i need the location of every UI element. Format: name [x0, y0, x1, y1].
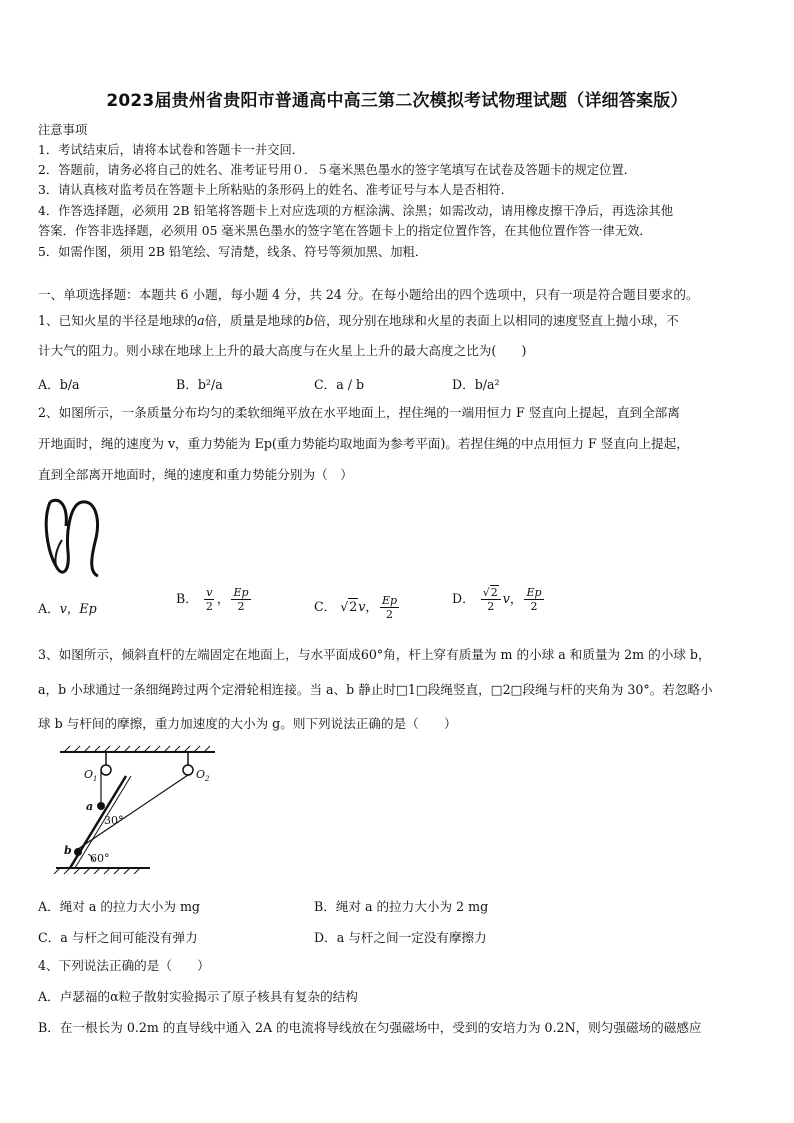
- q2-line-2: 开地面时，绳的速度为 v，重力势能为 Ep(重力势能均取地面为参考平面)。若捏住绳的中点用恒力 F 竖直向上提起，: [38, 436, 689, 451]
- q2-line-3: 直到全部离开地面时，绳的速度和重力势能分别为（ ）: [38, 467, 353, 482]
- q4-option-b[interactable]: B．在一根长为 0.2m 的直导线中通入 2A 的电流将导线放在匀强磁场中，受到的安培力为 0.2N，则匀强磁场的磁感应: [38, 1020, 702, 1035]
- section-1-heading: 一、单项选择题：本题共 6 小题，每小题 4 分，共 24 分。在每小题给出的四个选项中，只有一项是符合题目要求的。: [38, 287, 699, 302]
- notice-item-4: 4．作答选择题，必须用 2B 铅笔将答题卡上对应选项的方框涂满、涂黑；如需改动，请用橡皮擦干净后，再选涂其他: [38, 204, 674, 218]
- notice-item-5: 5．如需作图，须用 2B 铅笔绘、写清楚，线条、符号等须加黑、加粗．: [38, 245, 428, 259]
- label-30deg: 30°: [104, 814, 124, 827]
- notice-heading: 注意事项: [38, 123, 88, 137]
- q1-option-a[interactable]: A．b/a: [38, 377, 80, 392]
- q3-line-2: a，b 小球通过一条细绳跨过两个定滑轮相连接。当 a、b 静止时□1□段绳竖直，□2□段绳与杆的夹角为 30°。若忽略小: [38, 682, 713, 697]
- notice-item-3: 3．请认真核对监考员在答题卡上所粘贴的条形码上的姓名、准考证号与本人是否相符．: [38, 183, 514, 197]
- page-title: 2023届贵州省贵阳市普通高中高三第二次模拟考试物理试题（详细答案版）: [106, 91, 688, 111]
- q1-option-b[interactable]: B．b²/a: [176, 377, 223, 392]
- label-b: b: [64, 844, 72, 857]
- label-o2: $O_2$: [196, 768, 210, 783]
- q4-line-1: 4、下列说法正确的是（ ）: [38, 958, 210, 973]
- q2-line-1: 2、如图所示，一条质量分布均匀的柔软细绳平放在水平地面上，捏住绳的一端用恒力 F 竖直向上提起，直到全部离: [38, 405, 680, 420]
- q2-option-a[interactable]: A．v，Ep: [38, 601, 97, 616]
- pulley-rod-figure: [40, 744, 230, 874]
- q1-option-c[interactable]: C．a / b: [314, 377, 365, 392]
- notice-item-2: 2．答题前，请务必将自己的姓名、准考证号用０．５毫米黑色墨水的签字笔填写在试卷及答题卡的规定位置．: [38, 163, 637, 177]
- q2-option-d[interactable]: D． $\frac{√2}{2}$ v， $\frac{Ep}{2}$: [452, 586, 542, 613]
- q3-option-d[interactable]: D．a 与杆之间一定没有摩擦力: [314, 930, 487, 945]
- q1-line-2: 计大气的阻力。则小球在地球上上升的最大高度与在火星上上升的最大高度之比为( ): [38, 343, 527, 358]
- notice-item-4-cont: 答案．作答非选择题，必须用 05 毫米黑色墨水的签字笔在答题卡上的指定位置作答，在其他位置作答一律无效．: [38, 224, 652, 238]
- q1-option-d[interactable]: D．b/a²: [452, 377, 500, 392]
- q3-option-c[interactable]: C．a 与杆之间可能没有弹力: [38, 930, 198, 945]
- label-a: a: [86, 800, 94, 813]
- label-60deg: 60°: [90, 852, 110, 865]
- rope-figure: [40, 492, 110, 582]
- q3-option-b[interactable]: B．绳对 a 的拉力大小为 2 mg: [314, 899, 489, 914]
- q2-option-b[interactable]: B． $\frac{v}{2}$ ， $\frac{Ep}{2}$: [176, 586, 249, 613]
- q1-line-1: 1、已知火星的半径是地球的a倍，质量是地球的b倍，现分别在地球和火星的表面上以相同的速度竖直上抛小球，不: [38, 313, 679, 328]
- q3-line-1: 3、如图所示，倾斜直杆的左端固定在地面上，与水平面成60°角，杆上穿有质量为 m 的小球 a 和质量为 2m 的小球 b，: [38, 647, 711, 662]
- q4-option-a[interactable]: A．卢瑟福的α粒子散射实验揭示了原子核具有复杂的结构: [38, 989, 358, 1004]
- notice-item-1: 1．考试结束后，请将本试卷和答题卡一并交回．: [38, 143, 305, 157]
- label-o1: $O_1$: [84, 768, 98, 783]
- q3-line-3: 球 b 与杆间的摩擦，重力加速度的大小为 g。则下列说法正确的是（ ）: [38, 716, 457, 731]
- q2-option-c[interactable]: C． √2v， $\frac{Ep}{2}$: [314, 594, 398, 621]
- q3-option-a[interactable]: A．绳对 a 的拉力大小为 mg: [38, 899, 200, 914]
